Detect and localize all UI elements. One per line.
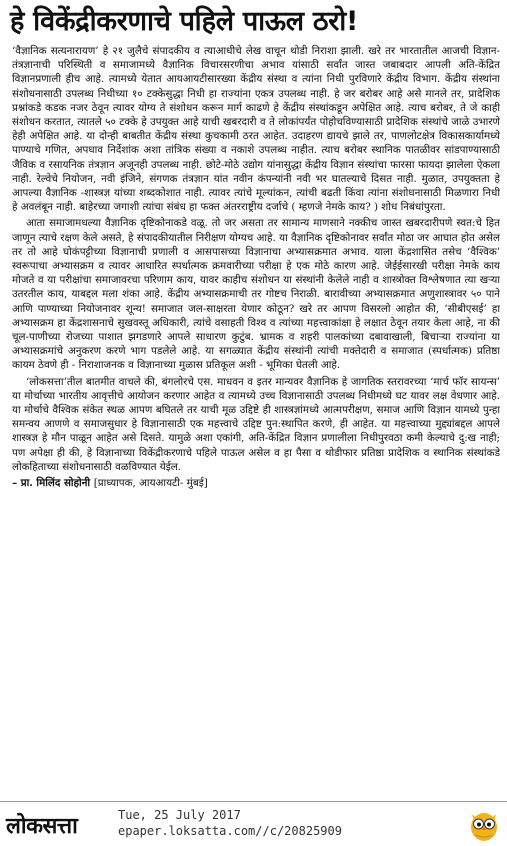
article-paragraph: ‘लोकसत्ता’तील बातमीत वाचले की, बंगलोरचे एस. माधवन व इतर मान्यवर वैज्ञानिक हे जागतिक स्तरावरच्या ‘मार्च फॉर सायन्स’ या मोर्चाच्या भारतीय आवृत्तीचे आयोजन करणार आहेत व त्यामध्ये उच्च विज्ञानासाठी उपलब्ध निधीमध्ये घट यावर लक्ष वेधणार आहे. या मोर्चाचे वैश्विक संकेत स्थळ आपण बघितले तर याची मूळ उद्दिष्टे ही शास्त्रज्ञांमध्ये आत्मपरीक्षण, समाज आणि विज्ञान यामध्ये पुन्हा समन्वय आणणे व समाजसुधार हे विज्ञानासाठी एक महत्त्वाचे उद्दिष्ट पुन:स्थापित करणे, ही आहेत. या महत्त्वाच्या मुद्द्यांबद्दल आपले शास्त्रज्ञ हे मौन पाळून आहेत असे दिसते. यामुळे अशा एकांगी, अति-केंद्रित विज्ञान प्रणालीला निधीपुरवठा कमी केल्याचे दु:ख नाही; पण अपेक्षा ही की, हे विज्ञानाच्या विकेंद्रीकरणाचे पहिले पाऊल असेल व हा पैसा व थोडीफार प्रतिष्ठा प्रादेशिक व स्थानिक संस्थांकडे लोकहिताच्या संशोधनासाठी वळविण्यात येईल. xyxy=(12,375,500,473)
edition-date: Tue, 25 July 2017 xyxy=(118,808,241,822)
epaper-link[interactable]: epaper.loksatta.com//c/20825909 xyxy=(118,824,342,838)
headline: हे विकेंद्रीकरणाचे पहिले पाऊल ठरो! xyxy=(10,6,358,37)
author-affiliation: [प्राध्यापक, आयआयटी- मुंबई] xyxy=(93,477,208,490)
article-paragraph: आता समाजामधल्या वैज्ञानिक दृष्टिकोनाकडे वळू. तो जर असता तर सामान्य माणसाने नक्कीच जास्त खबरदारीपणे स्वत:चे हित जाणून त्याचे रक्षण केले असते, हे संपादकीयातील निरीक्षण योग्यच आहे. या वैज्ञानिक दृष्टिकोनावर सर्वांत मोठा जर आघात होत असेल तर तो आहे घोकंपट्टीच्या विज्ञानाची प्रणाली व आसपासच्या विज्ञानाचा अभ्यासक्रमात अभाव. याला केंद्रशासित तसेच ‘वैश्विक’ स्वरूपाचा अभ्यासक्रम व त्यावर आधारित स्पर्धात्मक क्रमवारीच्या परीक्षा हे एक मोठे कारण आहे. जेईईसारखी परीक्षा नेमके काय मोजते व या परीक्षांचा समाजावरचा परिणाम काय, यावर काहीच संशोधन या संस्थांनी केलेले नाही व शास्त्रोक्त विश्लेषणात त्या खऱ्या उतरतील काय, याबद्दल मला शंका आहे. केंद्रीय अभ्यासक्रमाची तर गोष्टच निराळी. बारावीच्या अभ्यासक्रमात अणुशास्त्रावर ५० पाने आणि पाण्याच्या नियोजनावर शून्य! समाजात जल-साक्षरता येणार कोठून? खरे तर आपण विसरलो आहोत की, ‘सीबीएसई’ हा अभ्यासक्रम हा केंद्रशासनाचे सुखवस्तू अधिकारी, त्यांचे वसाहती विश्व व त्यांच्या महत्त्वाकांक्षा हे लक्षात ठेवून तयार केला आहे, ना की चूल-पाणीच्या रोजच्या पाशात झगडणारे आपले साधारण कुटुंब. भ्रामक व शहरी पालकांच्या दबावाखाली, बिचाऱ्या राज्यांना या अभ्यासक्रमांचे अनुकरण करणे भाग पडलेले आहे. या सगळ्यात केंद्रीय संस्थांनी त्यांची मक्तेदारी व समाजात (स्पर्धात्मक) प्रतिष्ठा कायम ठेवणे ही - निराशाजनक व विज्ञानाच्या मुळास प्रतिकूल अशी - भूमिका घेतली आहे. xyxy=(12,217,500,372)
author-line xyxy=(12,476,500,490)
author-name: – प्रा. मिलिंद सोहोनी xyxy=(12,477,91,490)
epaper-footer xyxy=(0,801,507,846)
owl-mascot-icon xyxy=(467,806,501,842)
newspaper-logo: लोकसत्ता xyxy=(6,814,78,839)
article-body xyxy=(12,44,500,800)
article-paragraph: ‘वैज्ञानिक सत्यनारायण’ हे २१ जुलैचे संपादकीय व त्याआधीचे लेख वाचून थोडी निराशा झाली. खरे तर भारतातील आजची विज्ञान-तंत्रज्ञानाची परिस्थिती व समाजामध्ये वैज्ञानिक विचारसरणीचा अभाव यांसाठी सर्वांत जास्त जबाबदार आपली अति-केंद्रित विज्ञानप्रणाली हीच आहे. त्यामध्ये येतात आयआयटीसारख्या केंद्रीय संस्था व त्यांना निधी पुरविणारे केंद्रीय विभाग. केंद्रीय संस्थांना संशोधनासाठी उपलब्ध निधीच्या १० टक्केसुद्धा निधी हा राज्यांना एकत्र उपलब्ध नाही. हे जर बरोबर आहे असे मानले तर, प्रादेशिक प्रश्नांकडे कडक नजर ठेवून त्यावर योग्य ते संशोधन करून मार्ग काढणे हे केंद्रीय संस्थांकडून अपेक्षित आहे. त्याच बरोबर, ते जे काही संशोधन करतात, त्यातले ५० टक्के हे उपयुक्त आहे याची खबरदारी व ते लोकांपर्यंत पोहोचविण्यासाठी प्रादेशिक संस्थांचे जाळे उभारणे हेही अपेक्षित आहे. या दोन्ही बाबतीत केंद्रीय संस्था कुचकामी ठरत आहेत. उदाहरण द्यायचे झाले तर, पाणलोटक्षेत्र विकासकार्यामध्ये पाण्याचे गणित, अपधाव निर्देशांक अशा तांत्रिक संख्या व नकाशे उपलब्ध नाहीत. त्याच बरोबर स्थानिक पातळीवर सांडपाण्यासाठी जैविक व रसायनिक तंत्रज्ञान अजूनही उपलब्ध नाही. छोटे-मोठे उद्योग यांनासुद्धा केंद्रीय विज्ञान संस्थांचा फारसा फायदा झालेला ऐकला नाही. रेल्वेचे नियोजन, नवी इंजिने, संगणक तंत्रज्ञान यांत नवीन कंपन्यांनी नवी भर घातल्याचे दिसत नाही. मुळात, उपयुक्तता हे आपल्या वैज्ञानिक -शास्त्रज्ञ यांच्या शब्दकोशात नाही. त्यावर त्यांचे मूल्यांकन, त्यांची बढती किंवा त्यांना संशोधनासाठी मिळणारा निधी हे अवलंबून नाही. बाहेरच्या जगाशी त्यांचा संबंध हा फक्त अंतरराष्ट्रीय दर्जाचे ( म्हणजे नेमके काय? ) शोध निबंधांपुरता. xyxy=(12,45,500,214)
